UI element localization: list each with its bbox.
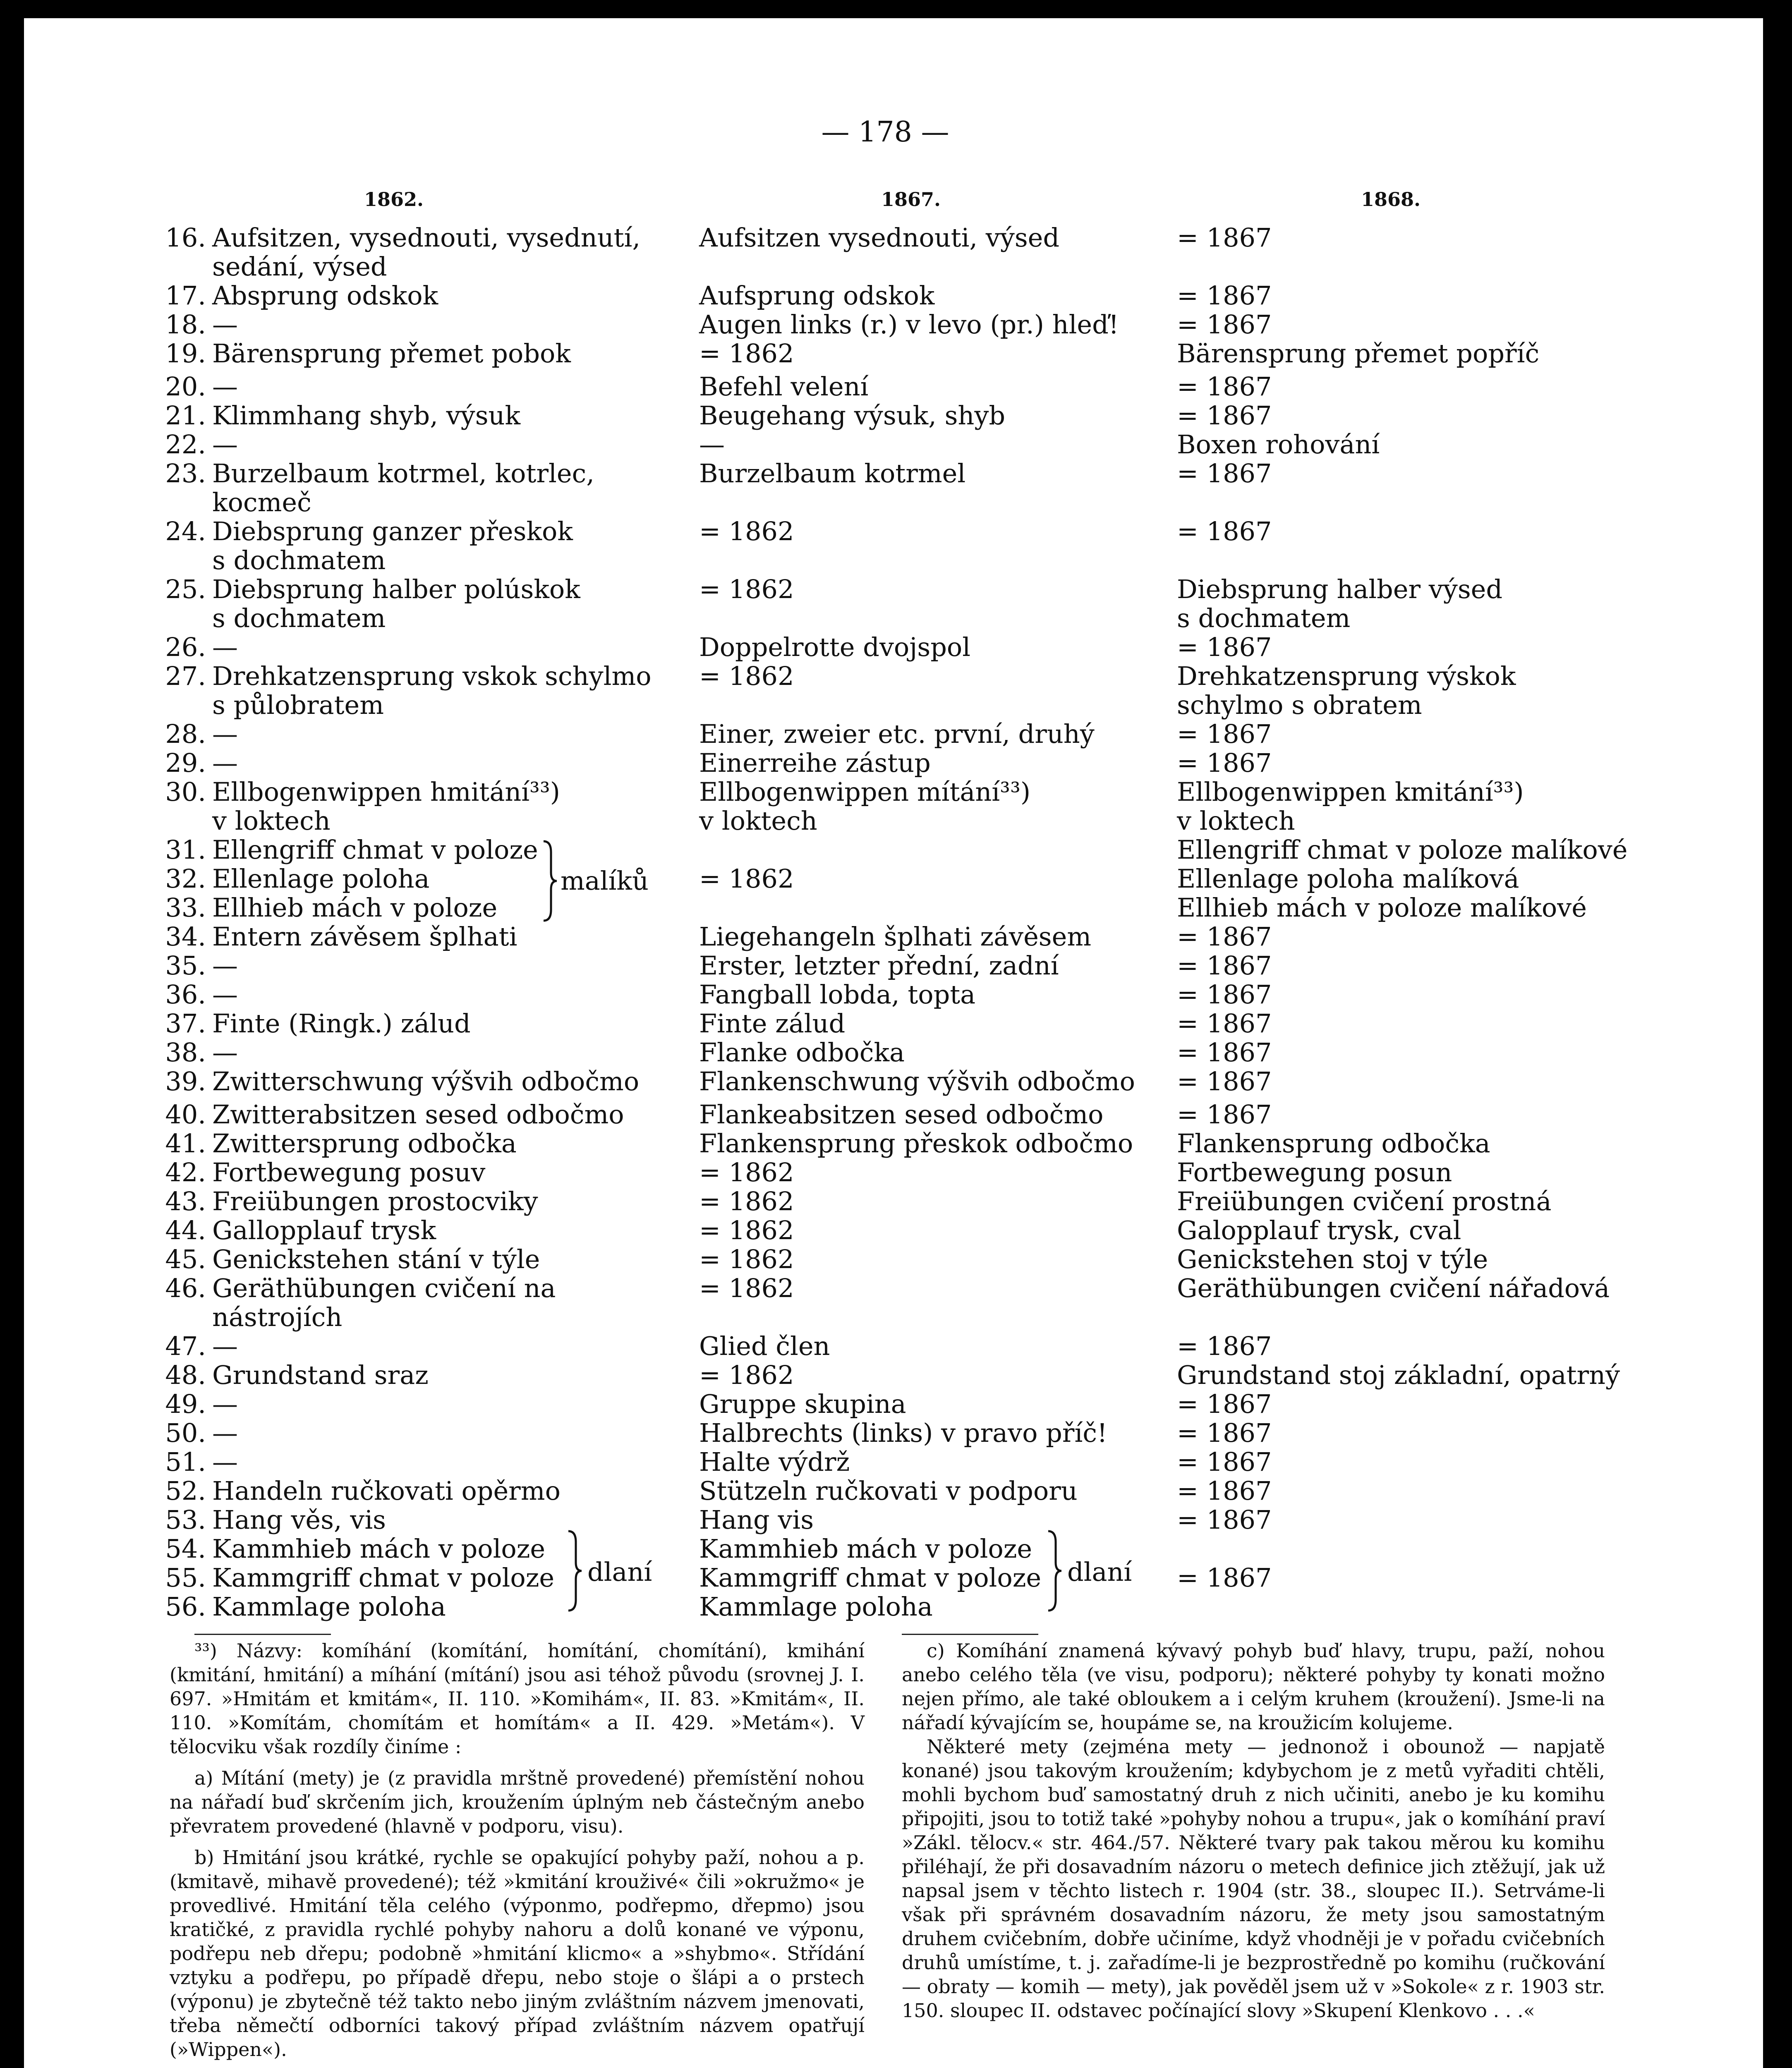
term-1868: = 1867 — [1177, 1418, 1272, 1448]
row-number: 44. — [165, 1215, 206, 1245]
table-row — [0, 633, 1792, 661]
term-1862: Diebsprung halber polúskok — [212, 574, 580, 604]
term-1867: — — [699, 429, 725, 460]
table-row — [0, 430, 1792, 459]
term-1867: = 1862 — [699, 864, 794, 894]
row-number: 22. — [165, 429, 206, 460]
row-number: 33. — [165, 893, 206, 923]
term-1867: Einerreihe zástup — [699, 748, 931, 778]
term-1868: = 1867 — [1177, 400, 1272, 431]
table-row — [0, 281, 1792, 310]
term-1862: Fortbewegung posuv — [212, 1157, 486, 1187]
table-row — [0, 310, 1792, 339]
row-number: 24. — [165, 516, 206, 546]
term-1867: Halbrechts (links) v pravo příč! — [699, 1418, 1107, 1448]
term-1862: Zwitterschwung výšvih odbočmo — [212, 1066, 640, 1096]
table-row — [0, 252, 1792, 281]
row-number: 31. — [165, 835, 206, 865]
row-number: 43. — [165, 1186, 206, 1216]
term-1868: = 1867 — [1177, 979, 1272, 1010]
term-1867: Flankeabsitzen sesed odbočmo — [699, 1099, 1104, 1130]
brace-1862-dlani — [567, 1529, 583, 1612]
term-1867: Augen links (r.) v levo (pr.) hleď! — [699, 309, 1119, 340]
row-number: 55. — [165, 1563, 206, 1593]
table-row — [0, 807, 1792, 835]
footnote-rule-right — [902, 1634, 1038, 1635]
term-1862: Diebsprung ganzer přeskok — [212, 516, 573, 546]
table-row — [0, 1477, 1792, 1505]
column-year-1867: 1867. — [881, 188, 941, 211]
row-number: 17. — [165, 280, 206, 311]
term-1868: Ellengriff chmat v poloze malíkové — [1177, 835, 1628, 865]
term-1867: Ellbogenwippen mítání³³) — [699, 777, 1031, 807]
table-row — [0, 1448, 1792, 1476]
table-row — [0, 1187, 1792, 1216]
term-1862: Zwittersprung odbočka — [212, 1128, 517, 1158]
term-1867: = 1862 — [699, 516, 794, 546]
term-1862: s dochmatem — [212, 603, 386, 633]
row-number: 30. — [165, 777, 206, 807]
term-1862: Kammhieb mách v poloze — [212, 1534, 546, 1564]
term-1862: — — [212, 1447, 238, 1477]
term-1867: Erster, letzter přední, zadní — [699, 950, 1059, 981]
term-1868: = 1867 — [1177, 719, 1272, 749]
table-row — [0, 1390, 1792, 1418]
table-row — [0, 339, 1792, 368]
table-row — [0, 662, 1792, 690]
table-row — [0, 223, 1792, 252]
term-1862: Ellengriff chmat v poloze — [212, 835, 538, 865]
row-number: 18. — [165, 309, 206, 340]
brace-label-dlani-1862: dlaní — [587, 1557, 652, 1587]
table-row — [0, 980, 1792, 1009]
term-1867: Aufsprung odskok — [699, 280, 935, 311]
term-1868: = 1867 — [1177, 280, 1272, 311]
table-row — [0, 835, 1792, 864]
row-number: 23. — [165, 458, 206, 488]
term-1868: = 1867 — [1177, 1008, 1272, 1039]
term-1868: Geräthübungen cvičení nářadová — [1177, 1273, 1610, 1303]
row-number: 38. — [165, 1037, 206, 1068]
footnote-c: c) Komíhání znamená kývavý pohyb buď hlavy, trupu, paží, nohou anebo celého těla (ve visu, podporu); některé pohyby ty konati možno nejen přímo, ale také obloukem a i celým kruhem (kroužení). Jsme-li na nářadí kývajícím se, houpáme se, na kroužicím kolujeme. — [902, 1640, 1605, 1734]
row-number: 25. — [165, 574, 206, 604]
term-1868: = 1867 — [1177, 1563, 1272, 1593]
term-1868: = 1867 — [1177, 950, 1272, 981]
row-number: 35. — [165, 950, 206, 981]
row-number: 42. — [165, 1157, 206, 1187]
term-1868: = 1867 — [1177, 748, 1272, 778]
row-number: 26. — [165, 632, 206, 662]
term-1868: Ellenlage poloha malíková — [1177, 864, 1519, 894]
term-1868: Fortbewegung posun — [1177, 1157, 1452, 1187]
scan-border-top — [0, 0, 1792, 18]
row-number: 34. — [165, 922, 206, 952]
term-1867: Liegehangeln šplhati závěsem — [699, 922, 1092, 952]
term-1868: Ellhieb mách v poloze malíkové — [1177, 893, 1587, 923]
term-1868: v loktech — [1177, 806, 1295, 836]
term-1862: Zwitterabsitzen sesed odbočmo — [212, 1099, 624, 1130]
table-row — [0, 691, 1792, 719]
table-row — [0, 1129, 1792, 1158]
term-1868: Genickstehen stoj v týle — [1177, 1244, 1488, 1274]
term-1867: Beugehang výsuk, shyb — [699, 400, 1006, 431]
term-1867: Finte zálud — [699, 1008, 846, 1039]
table-row — [0, 1038, 1792, 1067]
term-1862: Absprung odskok — [212, 280, 438, 311]
table-row — [0, 517, 1792, 546]
brace-label-dlani-1867: dlaní — [1067, 1557, 1132, 1587]
footnote-mety: Některé mety (zejména mety — jednonož i obounož — napjatě konané) jsou takovým kroužením; kdybychom je z metů vyřaditi chtěli, mohli bychom buď samostatný druh z nich učiniti, anebo je ku komihu připojiti, jsou to totiž také »pohyby nohou a trupu«, jak o komíhání praví »Zákl. tělocv.« str. 464./57. Některé tvary pak takou měrou ku komihu přiléhají, že při dosavadním názoru o metech definice jich ztěžují, jak už napsal jsem v těchto listech r. 1904 (str. 38., sloupec II.). Setrváme-li však při správném dosavadním názoru, že mety jsou samostatným druhem cvičebním, dobře učiníme, když vhodněji je v pořadu cvičebních druhů umístíme, t. j. zařadíme-li je bezprostředně po komihu (ručkování — obraty — komih — mety), jak pověděl jsem už v »Sokole« z r. 1903 str. 150. sloupec II. odstavec počínající slovy »Skupení Klenkovo . . .« — [902, 1735, 1605, 2022]
table-row — [0, 1067, 1792, 1096]
row-number: 48. — [165, 1360, 206, 1390]
term-1862: Ellhieb mách v poloze — [212, 893, 498, 923]
term-1868: = 1867 — [1177, 1505, 1272, 1535]
term-1867: Aufsitzen vysednouti, výsed — [699, 223, 1060, 253]
term-1868: Flankensprung odbočka — [1177, 1128, 1490, 1158]
term-1868: = 1867 — [1177, 1099, 1272, 1130]
table-row — [0, 864, 1792, 893]
term-1862: s dochmatem — [212, 545, 386, 575]
term-1868: = 1867 — [1177, 1389, 1272, 1419]
row-number: 28. — [165, 719, 206, 749]
table-row — [0, 893, 1792, 922]
term-1862: Entern závěsem šplhati — [212, 922, 517, 952]
term-1862: Aufsitzen, vysednouti, vysednutí, — [212, 223, 641, 253]
term-1862: — — [212, 371, 238, 402]
table-row — [0, 720, 1792, 748]
term-1868: Bärensprung přemet popříč — [1177, 338, 1540, 369]
column-year-1862: 1862. — [364, 188, 424, 211]
term-1867: Stützeln ručkovati v podporu — [699, 1476, 1078, 1506]
row-number: 45. — [165, 1244, 206, 1274]
term-1862: Bärensprung přemet pobok — [212, 338, 571, 369]
term-1867: Einer, zweier etc. první, druhý — [699, 719, 1095, 749]
term-1862: Kammlage poloha — [212, 1592, 446, 1622]
term-1867: v loktech — [699, 806, 817, 836]
term-1862: — — [212, 979, 238, 1010]
footnote-33: ³³) Názvy: komíhání (komítání, homítání, chomítání), kmihání (kmitání, hmitání) a míhání (mítání) jsou asi téhož původu (srovnej J. I. 697. »Hmitám et kmitám«, II. 110. »Komihám«, II. 83. »Kmitám«, II. 110. »Komítám, chomítám et homítám« a II. 429. »Metám«). V tělocviku však rozdíly činíme : — [170, 1640, 865, 1758]
row-number: 37. — [165, 1008, 206, 1039]
term-1862: — — [212, 632, 238, 662]
term-1867: Kammhieb mách v poloze — [699, 1534, 1033, 1564]
term-1862: — — [212, 748, 238, 778]
term-1868: Grundstand stoj základní, opatrný — [1177, 1360, 1620, 1390]
footnotes-left — [170, 1639, 865, 2061]
brace-1862-maliku — [542, 840, 558, 922]
term-1862: Ellenlage poloha — [212, 864, 430, 894]
table-row — [0, 372, 1792, 401]
table-row — [0, 1361, 1792, 1389]
term-1867: Kammgriff chmat v poloze — [699, 1563, 1042, 1593]
term-1862: Grundstand sraz — [212, 1360, 429, 1390]
row-number: 56. — [165, 1592, 206, 1622]
table-row — [0, 1419, 1792, 1447]
term-1867: = 1862 — [699, 338, 794, 369]
term-1867: Halte výdrž — [699, 1447, 850, 1477]
term-1867: Fangball lobda, topta — [699, 979, 976, 1010]
table-row — [0, 951, 1792, 980]
row-number: 53. — [165, 1505, 206, 1535]
term-1862: Gallopplauf trysk — [212, 1215, 436, 1245]
row-number: 47. — [165, 1331, 206, 1361]
column-year-1868: 1868. — [1361, 188, 1421, 211]
term-1862: v loktech — [212, 806, 331, 836]
footnote-rule-left — [194, 1634, 331, 1635]
table-row — [0, 1506, 1792, 1534]
table-row — [0, 1303, 1792, 1331]
term-1862: kocmeč — [212, 487, 311, 517]
row-number: 32. — [165, 864, 206, 894]
term-1868: Boxen rohování — [1177, 429, 1380, 460]
term-1862: Drehkatzensprung vskok schylmo — [212, 661, 652, 691]
term-1867: Hang vis — [699, 1505, 814, 1535]
table-row — [0, 1592, 1792, 1621]
table-row — [0, 604, 1792, 632]
table-row — [0, 778, 1792, 806]
term-1868: = 1867 — [1177, 516, 1272, 546]
term-1867: Flankenschwung výšvih odbočmo — [699, 1066, 1135, 1096]
term-1862: — — [212, 1331, 238, 1361]
term-1862: Freiübungen prostocviky — [212, 1186, 538, 1216]
row-number: 41. — [165, 1128, 206, 1158]
term-1868: = 1867 — [1177, 1037, 1272, 1068]
table-row — [0, 1332, 1792, 1360]
term-1862: sedání, výsed — [212, 251, 387, 282]
row-number: 19. — [165, 338, 206, 369]
term-1862: Kammgriff chmat v poloze — [212, 1563, 555, 1593]
term-1867: = 1862 — [699, 1186, 794, 1216]
table-row — [0, 459, 1792, 488]
row-number: 49. — [165, 1389, 206, 1419]
term-1868: schylmo s obratem — [1177, 690, 1422, 720]
term-1867: Doppelrotte dvojspol — [699, 632, 971, 662]
term-1867: = 1862 — [699, 1273, 794, 1303]
term-1868: = 1867 — [1177, 1331, 1272, 1361]
term-1868: = 1867 — [1177, 371, 1272, 402]
term-1867: Gruppe skupina — [699, 1389, 906, 1419]
footnote-b: b) Hmitání jsou krátké, rychle se opakující pohyby paží, nohou a p. (kmitavě, mihavě provedené); též »kmitání krouživé« čili »okružmo« je provedlivé. Hmitání těla celého (výponmo, podřepmo, dřepmo) jsou kratičké, z pravidla rychlé pohyby nahoru a dolů konané ve výponu, podřepu neb dřepu; podobně »hmitání klicmo« a »shybmo«. Střídání vztyku a podřepu, po případě dřepu, nebo stoje o šlápi a o prstech (výponu) je zbytečně též takto nebo jiným zvláštním názvem jmenovati, třeba němečtí odborníci takový případ zvláštním názvem opatřují (»Wippen«). — [170, 1846, 865, 2061]
term-1862: Handeln ručkovati opěrmo — [212, 1476, 561, 1506]
term-1862: Genickstehen stání v týle — [212, 1244, 540, 1274]
footnote-a: a) Mítání (mety) je (z pravidla mrštně provedené) přemístění nohou na nářadí buď skrčením jich, kroužením úplným neb částečným anebo převratem provedené (hlavně v podporu, visu). — [170, 1767, 865, 1837]
table-row — [0, 575, 1792, 603]
term-1862: Burzelbaum kotrmel, kotrlec, — [212, 458, 594, 488]
table-row — [0, 1563, 1792, 1592]
term-1868: Ellbogenwippen kmitání³³) — [1177, 777, 1524, 807]
term-1862: Geräthübungen cvičení na — [212, 1273, 556, 1303]
row-number: 46. — [165, 1273, 206, 1303]
row-number: 21. — [165, 400, 206, 431]
row-number: 27. — [165, 661, 206, 691]
term-1862: — — [212, 950, 238, 981]
term-1868: s dochmatem — [1177, 603, 1351, 633]
brace-1867-dlani — [1047, 1529, 1063, 1612]
term-1867: = 1862 — [699, 1244, 794, 1274]
term-1868: = 1867 — [1177, 223, 1272, 253]
term-1867: Befehl velení — [699, 371, 869, 402]
table-row — [0, 749, 1792, 777]
brace-label-maliku: malíků — [561, 866, 649, 896]
term-1867: Burzelbaum kotrmel — [699, 458, 966, 488]
row-number: 50. — [165, 1418, 206, 1448]
term-1862: — — [212, 1389, 238, 1419]
term-1862: Klimmhang shyb, výsuk — [212, 400, 521, 431]
row-number: 16. — [165, 223, 206, 253]
table-row — [0, 488, 1792, 517]
term-1862: — — [212, 1037, 238, 1068]
term-1868: Galopplauf trysk, cval — [1177, 1215, 1461, 1245]
term-1862: — — [212, 429, 238, 460]
table-row — [0, 546, 1792, 574]
term-1868: = 1867 — [1177, 1066, 1272, 1096]
term-1862: s půlobratem — [212, 690, 384, 720]
row-number: 39. — [165, 1066, 206, 1096]
table-row — [0, 1216, 1792, 1245]
table-row — [0, 401, 1792, 430]
table-row — [0, 1158, 1792, 1187]
term-1867: = 1862 — [699, 1360, 794, 1390]
term-1862: Finte (Ringk.) zálud — [212, 1008, 471, 1039]
row-number: 54. — [165, 1534, 206, 1564]
term-1868: = 1867 — [1177, 458, 1272, 488]
term-1862: Ellbogenwippen hmitání³³) — [212, 777, 560, 807]
term-1868: = 1867 — [1177, 1476, 1272, 1506]
row-number: 20. — [165, 371, 206, 402]
term-1867: = 1862 — [699, 574, 794, 604]
term-1867: = 1862 — [699, 661, 794, 691]
term-1868: Freiübungen cvičení prostná — [1177, 1186, 1552, 1216]
term-1862: Hang věs, vis — [212, 1505, 386, 1535]
row-number: 40. — [165, 1099, 206, 1130]
table-row — [0, 1100, 1792, 1129]
table-row — [0, 1009, 1792, 1038]
row-number: 29. — [165, 748, 206, 778]
term-1868: = 1867 — [1177, 922, 1272, 952]
row-number: 36. — [165, 979, 206, 1010]
term-1862: — — [212, 1418, 238, 1448]
page-number: — 178 — — [821, 116, 949, 148]
term-1867: Kammlage poloha — [699, 1592, 933, 1622]
term-1867: Flankensprung přeskok odbočmo — [699, 1128, 1133, 1158]
term-1867: Flanke odbočka — [699, 1037, 905, 1068]
term-1868: Diebsprung halber výsed — [1177, 574, 1503, 604]
term-1867: = 1862 — [699, 1215, 794, 1245]
term-1868: Drehkatzensprung výskok — [1177, 661, 1516, 691]
term-1862: nástrojích — [212, 1302, 343, 1332]
term-1862: — — [212, 309, 238, 340]
term-1868: = 1867 — [1177, 632, 1272, 662]
table-row — [0, 1245, 1792, 1273]
table-row — [0, 1534, 1792, 1563]
term-1868: = 1867 — [1177, 1447, 1272, 1477]
row-number: 51. — [165, 1447, 206, 1477]
table-row — [0, 1274, 1792, 1302]
term-1867: Glied člen — [699, 1331, 830, 1361]
term-1868: = 1867 — [1177, 309, 1272, 340]
footnotes-right — [902, 1639, 1605, 2023]
term-1862: — — [212, 719, 238, 749]
row-number: 52. — [165, 1476, 206, 1506]
table-row — [0, 922, 1792, 951]
term-1867: = 1862 — [699, 1157, 794, 1187]
